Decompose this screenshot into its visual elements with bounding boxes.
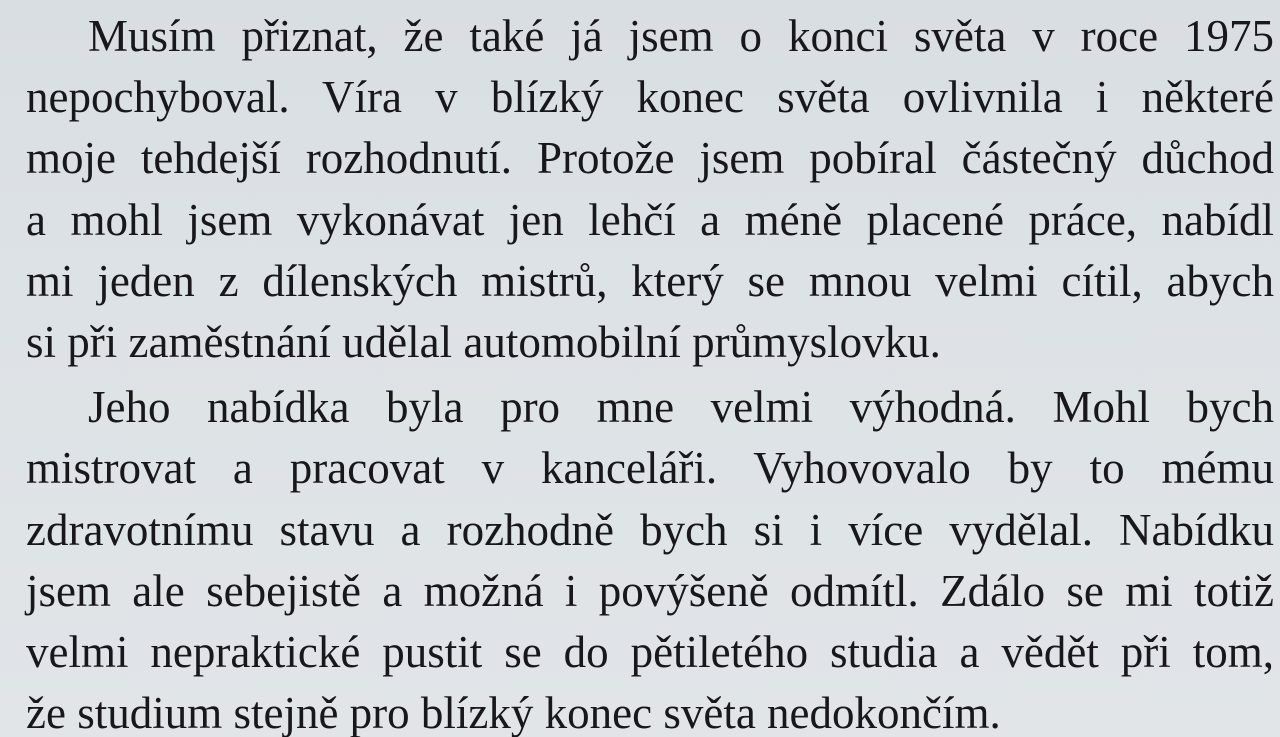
body-text — [26, 6, 1274, 737]
text-line: Musím přiznat, že také já jsem o konci světa v roce 1975 — [88, 11, 1274, 61]
text-line: Jeho nabídka byla pro mne velmi výhodná. Mohl bych — [88, 382, 1274, 433]
text-line: zdravotnímu stavu a rozhodně bych si i více vydělal. Nabídku — [26, 504, 1274, 555]
text-line: mi jeden z dílenských mistrů, který se mnou velmi cítil, abych — [26, 255, 1274, 306]
paragraph-1 — [26, 6, 1274, 373]
paragraph-2 — [26, 377, 1274, 737]
text-line: velmi nepraktické pustit se do pětiletého studia a vědět při tom, — [26, 626, 1274, 677]
text-line: a mohl jsem vykonávat jen lehčí a méně placené práce, nabídl — [26, 194, 1274, 245]
text-line: mistrovat a pracovat v kanceláři. Vyhovovalo by to mému — [26, 443, 1274, 494]
text-line: si při zaměstnání udělal automobilní průmyslovku. — [26, 316, 941, 367]
text-line: že studium stejně pro blízký konec světa nedokončím. — [26, 688, 1001, 737]
text-line: nepochyboval. Víra v blízký konec světa ovlivnila i některé — [26, 72, 1274, 123]
text-line: jsem ale sebejistě a možná i povýšeně odmítl. Zdálo se mi totiž — [26, 565, 1274, 616]
text-line: moje tehdejší rozhodnutí. Protože jsem pobíral částečný důchod — [26, 133, 1274, 184]
